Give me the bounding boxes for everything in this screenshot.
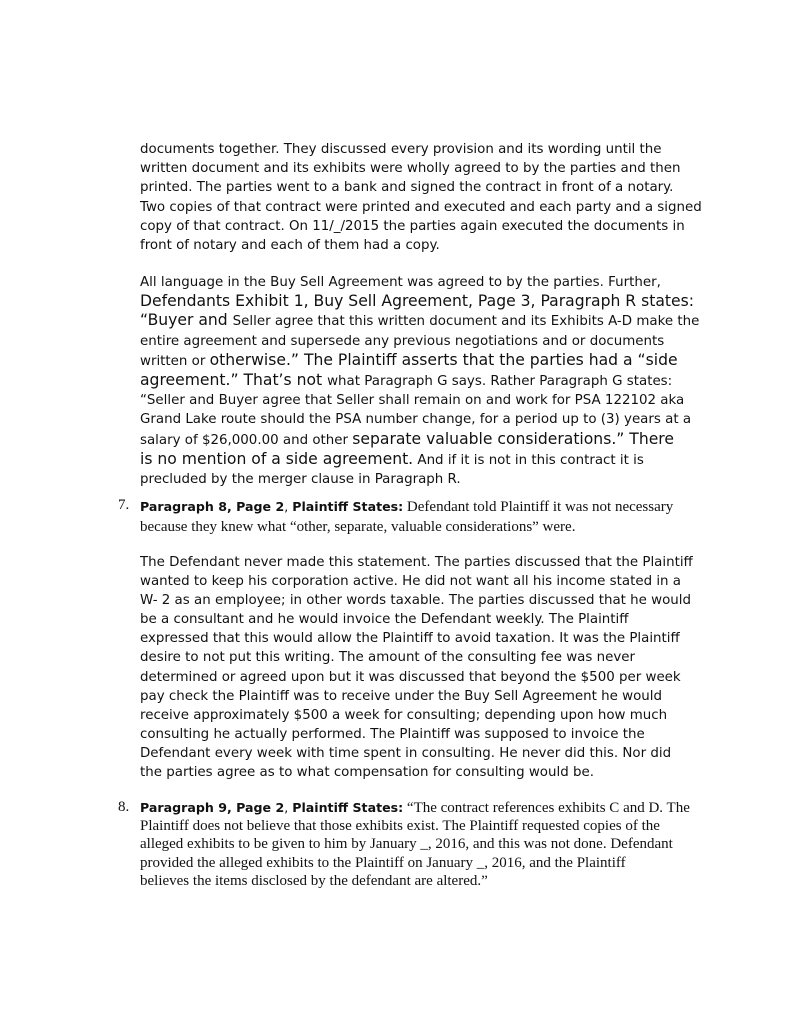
text-line	[140, 497, 705, 518]
text-line: determined or agreed upon but it was discussed that beyond the $500 per week	[140, 669, 681, 685]
item-text: Defendant told Plaintiff it was not necessary	[403, 499, 674, 515]
item-text: “The contract references exhibits C and D. The	[403, 800, 690, 816]
item-label: Paragraph 8, Page 2	[140, 499, 285, 514]
item-separator: ,	[284, 499, 293, 514]
text-line: believes the items disclosed by the defendant are altered.”	[140, 872, 488, 889]
text-line: “Seller and Buyer agree that Seller shall remain on and work for PSA 122102 aka	[140, 393, 685, 409]
item-separator: ,	[284, 800, 293, 815]
text-line	[140, 430, 705, 450]
paragraph-defendant-response	[140, 553, 705, 782]
text-line: Defendant every week with time spent in consulting. He never did this. Nor did	[140, 745, 672, 761]
item-number: 8.	[118, 799, 130, 815]
text-line: wanted to keep his corporation active. He did not want all his income stated in a	[140, 574, 681, 590]
text-line: documents together. They discussed every provision and its wording until the	[140, 142, 662, 157]
text-line: expressed that this would allow the Plaintiff to avoid taxation. It was the Plaintiff	[140, 631, 680, 647]
text-run: salary of $26,000.00 and other	[140, 432, 353, 448]
text-line	[140, 799, 705, 817]
item-label-states: Plaintiff States:	[292, 800, 404, 815]
text-line: provided the alleged exhibits to the Plaintiff on January _, 2016, and the Plaintiff	[140, 854, 626, 871]
text-line: All language in the Buy Sell Agreement was agreed to by the parties. Further,	[140, 275, 661, 290]
text-run: separate valuable considerations.” There	[352, 429, 674, 448]
text-line	[140, 311, 705, 331]
text-line: desire to not put this writing. The amount of the consulting fee was never	[140, 650, 636, 666]
text-line: because they knew what “other, separate, valuable considerations” were.	[140, 518, 576, 535]
text-line: Plaintiff does not believe that those exhibits exist. The Plaintiff requested copies of the	[140, 818, 660, 835]
text-run: otherwise.” The Plaintiff asserts that the parties had a “side	[209, 350, 678, 369]
paragraph-language-agreed	[140, 273, 705, 489]
paragraph-continuation	[140, 140, 705, 255]
text-line: printed. The parties went to a bank and signed the contract in front of a notary.	[140, 180, 674, 196]
text-run: is no mention of a side agreement.	[140, 449, 414, 468]
text-line: Two copies of that contract were printed and executed and each party and a signed	[140, 199, 702, 215]
item-label-states: Plaintiff States:	[292, 499, 404, 514]
text-line: pay check the Plaintiff was to receive under the Buy Sell Agreement he would	[140, 688, 662, 704]
text-line	[140, 450, 705, 470]
text-line	[140, 351, 705, 371]
text-run: And if it is not in this contract it is	[413, 452, 644, 468]
list-item-8	[140, 799, 705, 890]
text-line: entire agreement and supersede any previous negotiations and or documents	[140, 333, 665, 349]
text-run: “Buyer and	[140, 311, 233, 330]
text-line: be a consultant and he would invoice the Defendant weekly. The Plaintiff	[140, 612, 629, 628]
text-line: copy of that contract. On 11/_/2015 the parties again executed the documents in	[140, 218, 685, 234]
text-line	[140, 371, 705, 391]
text-run: written or	[140, 353, 210, 369]
text-line: Grand Lake route should the PSA number change, for a period up to (3) years at a	[140, 412, 692, 428]
text-line: W- 2 as an employee; in other words taxable. The parties discussed that he would	[140, 593, 692, 609]
text-line: consulting he actually performed. The Plaintiff was supposed to invoice the	[140, 726, 645, 742]
text-line: precluded by the merger clause in Paragraph R.	[140, 472, 461, 488]
text-line: alleged exhibits to be given to him by January _, 2016, and this was not done. Defendant	[140, 836, 673, 853]
text-line: written document and its exhibits were wholly agreed to by the parties and then	[140, 161, 681, 177]
text-line: Defendants Exhibit 1, Buy Sell Agreement, Page 3, Paragraph R states:	[140, 292, 694, 311]
text-run: Seller agree that this written document and its Exhibits A-D make the	[232, 314, 700, 330]
list-item-7	[140, 497, 705, 537]
text-line: The Defendant never made this statement. The parties discussed that the Plaintiff	[140, 555, 693, 570]
text-line: front of notary and each of them had a copy.	[140, 238, 440, 254]
text-line: the parties agree as to what compensation for consulting would be.	[140, 765, 594, 781]
item-label: Paragraph 9, Page 2	[140, 800, 285, 815]
text-run: agreement.” That’s not	[140, 371, 328, 390]
item-number: 7.	[118, 497, 130, 513]
text-line: receive approximately $500 a week for consulting; depending upon how much	[140, 707, 668, 723]
text-run: what Paragraph G says. Rather Paragraph G states:	[327, 374, 673, 390]
